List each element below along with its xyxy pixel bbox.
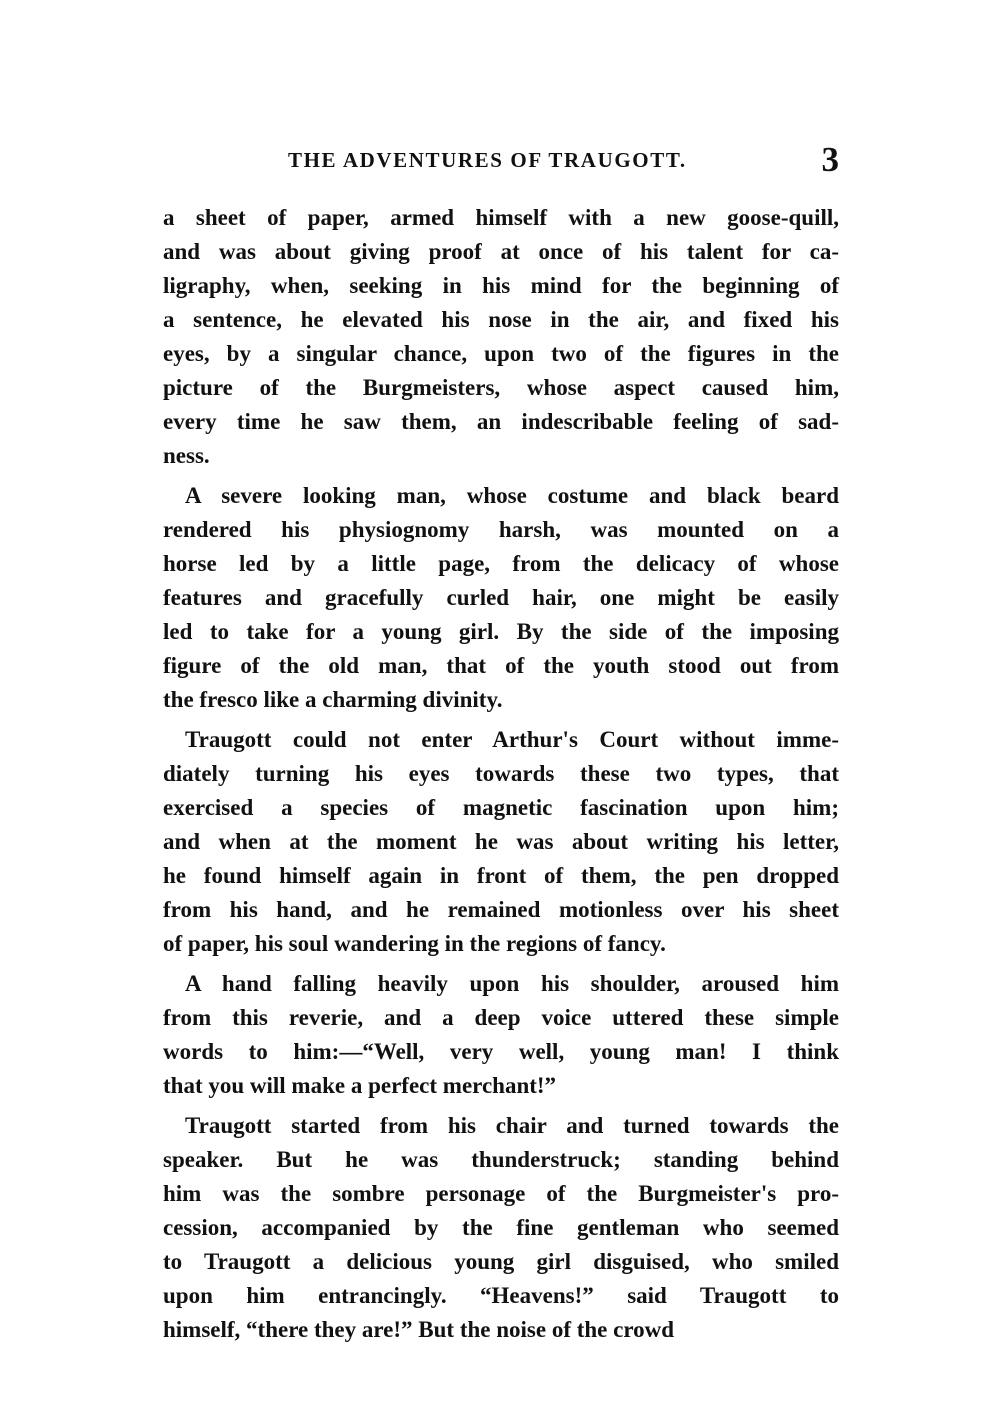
text-line: cession, accompanied by the fine gentleman who seemed (163, 1215, 839, 1240)
text-line: led to take for a young girl. By the side of the imposing (163, 619, 839, 644)
text-line: ness. (163, 443, 210, 468)
text-line: every time he saw them, an indescribable feeling of sad- (163, 409, 839, 434)
paragraph (163, 201, 839, 473)
paragraph (163, 723, 839, 961)
text-line: horse led by a little page, from the delicacy of whose (163, 551, 839, 576)
text-line: himself, “there they are!” But the noise of the crowd (163, 1317, 675, 1342)
text-line: rendered his physiognomy harsh, was mounted on a (163, 517, 839, 542)
text-line: Traugott started from his chair and turned towards the (185, 1113, 839, 1138)
text-line: and was about giving proof at once of his talent for ca- (163, 239, 839, 264)
running-title: THE ADVENTURES OF TRAUGOTT. (288, 148, 687, 172)
paragraph (163, 1109, 839, 1347)
text-line: upon him entrancingly. “Heavens!” said Traugott to (163, 1283, 839, 1308)
text-line: the fresco like a charming divinity. (163, 687, 503, 712)
text-line: a sheet of paper, armed himself with a new goose-quill, (163, 205, 839, 230)
text-line: of paper, his soul wandering in the regions of fancy. (163, 931, 666, 956)
page-number: 3 (821, 140, 839, 179)
text-line: to Traugott a delicious young girl disguised, who smiled (163, 1249, 839, 1274)
text-line: speaker. But he was thunderstruck; standing behind (163, 1147, 839, 1172)
text-line: Traugott could not enter Arthur's Court without imme- (185, 727, 839, 752)
paragraph (163, 967, 839, 1103)
text-line: A severe looking man, whose costume and black beard (185, 483, 839, 508)
text-line: picture of the Burgmeisters, whose aspect caused him, (163, 375, 839, 400)
paragraph (163, 479, 839, 717)
text-line: exercised a species of magnetic fascination upon him; (163, 795, 839, 820)
text-line: A hand falling heavily upon his shoulder, aroused him (185, 971, 839, 996)
text-line: from this reverie, and a deep voice uttered these simple (163, 1005, 839, 1030)
text-line: a sentence, he elevated his nose in the air, and fixed his (163, 307, 839, 332)
text-line: eyes, by a singular chance, upon two of the figures in the (163, 341, 839, 366)
text-line: him was the sombre personage of the Burgmeister's pro- (163, 1181, 839, 1206)
page-header (163, 140, 839, 184)
body-text (163, 201, 839, 1353)
text-line: and when at the moment he was about writing his letter, (163, 829, 839, 854)
text-line: words to him:—“Well, very well, young man! I think (163, 1039, 839, 1064)
text-line: he found himself again in front of them, the pen dropped (163, 863, 839, 888)
text-line: ligraphy, when, seeking in his mind for the beginning of (163, 273, 839, 298)
text-line: from his hand, and he remained motionless over his sheet (163, 897, 839, 922)
text-line: diately turning his eyes towards these two types, that (163, 761, 839, 786)
text-line: that you will make a perfect merchant!” (163, 1073, 557, 1098)
text-line: features and gracefully curled hair, one might be easily (163, 585, 839, 610)
text-line: figure of the old man, that of the youth stood out from (163, 653, 839, 678)
